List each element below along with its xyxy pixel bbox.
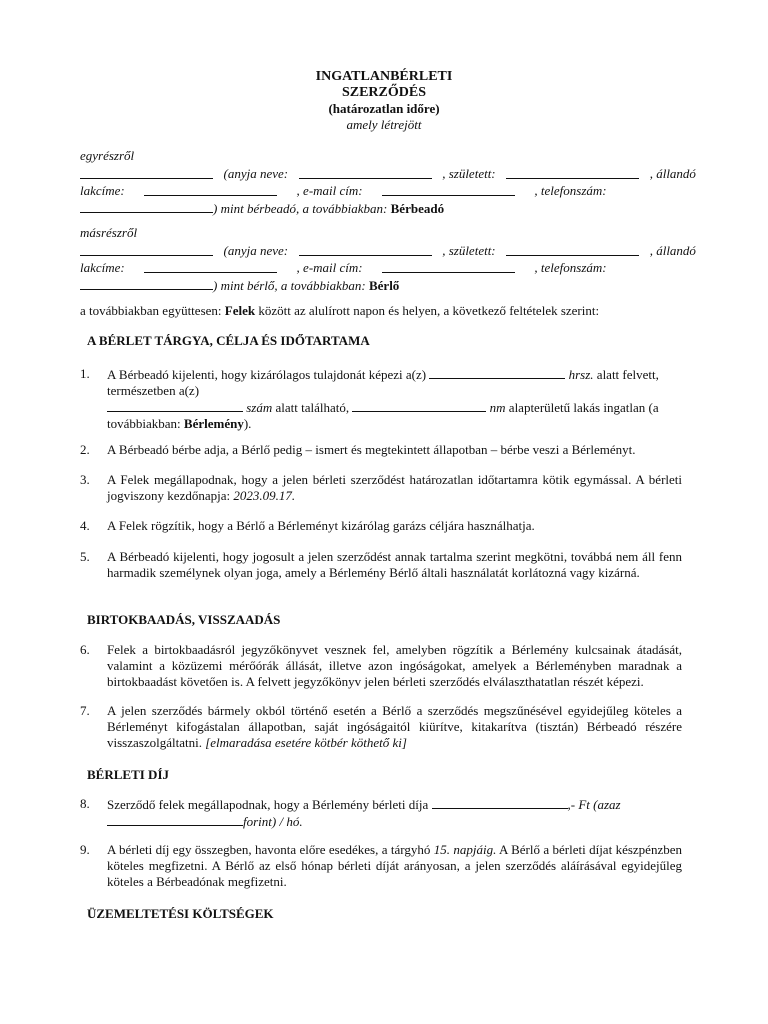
- party-2-block: [80, 225, 696, 294]
- party-2-permanent-label: , állandó: [649, 243, 696, 258]
- party-2-mother-label: (anyja neve:: [223, 243, 289, 258]
- clause-number: 1.: [80, 366, 90, 381]
- section-heading-3: BÉRLETI DÍJ: [87, 767, 169, 782]
- clause-1-text-d: alatt található,: [275, 400, 350, 415]
- party-1-address-label: lakcíme:: [80, 183, 125, 198]
- party-2-name-blank: [80, 243, 213, 256]
- party-2-phone-blank: [80, 277, 213, 290]
- party-1-line-2: [80, 183, 696, 200]
- clause-1-text-f: továbbiakban:: [107, 416, 181, 431]
- party-2-email-blank: [382, 260, 515, 273]
- clause-7-text: A jelen szerződés bármely okból történő esetén a Bérlő a szerződés megszűnésével egyidejűleg köteles a Bérleményt kifogástalan állapotban, saját ingóságaitól kiürítve, kitakarítva (tisztán) Bérbeadó részére visszaszolgáltatni.: [107, 703, 682, 750]
- party-2-line-1: [80, 243, 696, 260]
- title-line-1: INGATLANBÉRLETI: [315, 69, 453, 84]
- clause-1-text-c: természetben a(z): [107, 383, 200, 398]
- party-1-mother-label: (anyja neve:: [223, 166, 289, 181]
- clause-8-amount-blank: [432, 796, 568, 809]
- party-2-email-label: , e-mail cím:: [296, 260, 363, 275]
- party-2-born-label: , született:: [442, 243, 496, 258]
- clause-1-term: Bérlemény: [183, 416, 244, 431]
- clause-number: 6.: [80, 642, 90, 657]
- title-line-2: SZERZŐDÉS: [341, 85, 427, 100]
- party-1-permanent-label: , állandó: [649, 166, 696, 181]
- clause-1-address-blank: [107, 399, 243, 412]
- party-1-born-label: , született:: [442, 166, 496, 181]
- subtitle: (határozatlan időre): [328, 101, 440, 116]
- clause-9: [80, 842, 682, 890]
- party-2-phone-label: , telefonszám:: [534, 260, 607, 275]
- clause-5-text: A Bérbeadó kijelenti, hogy jogosult a jelen szerződést annak tartalma szerint megkötni, továbbá nem áll fenn harmadik személynek olyan joga, amely a Bérlemény Bérlő általi használatát korlátozná vagy kizárná.: [107, 549, 682, 580]
- clause-4-text: A Felek rögzítik, hogy a Bérlő a Bérleményt kizárólag garázs céljára használhatja.: [107, 518, 535, 533]
- party-1-line-3: [80, 200, 696, 217]
- clause-number: 3.: [80, 472, 90, 487]
- party-1-label: egyrészről: [80, 148, 135, 163]
- party-1-email-label: , e-mail cím:: [296, 183, 363, 198]
- clause-6-text: Felek a birtokbaadásról jegyzőkönyvet vesznek fel, amelyben rögzítik a Bérlemény kulcsainak átadását, valamint a közüzemi mérőórák állását, illetve azon ingóságokat, amelyek a Bérleményben maradnak a birtokbaadást követően is. A felvett jegyzőkönyv jelen bérleti szerződés elválaszthatatlan részét képezi.: [107, 642, 682, 689]
- intro-suffix: között az alulírott napon és helyen, a következő feltételek szerint:: [258, 303, 600, 318]
- clause-3-text: A Felek megállapodnak, hogy a jelen bérleti szerződést határozatlan időtartamra kötik egymással. A bérleti jogviszony kezdőnapja:: [107, 472, 682, 503]
- party-1-mother-blank: [299, 166, 432, 179]
- party-2-role-name: Bérlő: [368, 278, 400, 293]
- clause-9-text-a: A bérleti díj egy összegben, havonta előre esedékes, a tárgyhó: [107, 842, 431, 857]
- clause-9-due-day: 15. napjáig.: [433, 842, 497, 857]
- party-2-label: másrészről: [80, 225, 138, 240]
- party-1-role-text: ) mint bérbeadó, a továbbiakban:: [213, 201, 388, 216]
- clause-7-note: [elmaradása esetére kötbér köthető ki]: [205, 735, 407, 750]
- clause-number: 5.: [80, 549, 90, 564]
- clause-2: [80, 442, 682, 458]
- intro-phrase: amely létrejött: [346, 117, 422, 132]
- intro-parties: Felek: [224, 303, 256, 318]
- clause-number: 9.: [80, 842, 90, 857]
- section-heading-1: A BÉRLET TÁRGYA, CÉLJA ÉS IDŐTARTAMA: [87, 333, 370, 348]
- party-1-role-name: Bérbeadó: [390, 201, 445, 216]
- clause-9-text-b: A Bérlő a bérleti díjat készpénzben köteles megfizetni. A Bérlő az első hónap bérleti díját arányosan, a jelen szerződés aláírásával egyidejűleg köteles a Bérbeadónak megfizetni.: [107, 842, 682, 889]
- party-2-address-label: lakcíme:: [80, 260, 125, 275]
- clause-1-area-blank: [352, 399, 486, 412]
- clause-4: [80, 518, 682, 534]
- intro-prefix: a továbbiakban együttesen:: [80, 303, 222, 318]
- clause-number: 2.: [80, 442, 90, 457]
- section-heading-4: ÜZEMELTETÉSI KÖLTSÉGEK: [87, 906, 274, 921]
- party-1-address-blank: [144, 183, 277, 196]
- clause-1-hrsz: hrsz.: [568, 367, 594, 382]
- clause-1: [80, 366, 682, 432]
- clause-3-start-date: 2023.09.17.: [233, 488, 296, 503]
- clause-1-text-e: alapterületű lakás ingatlan (a: [508, 400, 659, 415]
- party-1-born-blank: [506, 166, 639, 179]
- clause-2-text: A Bérbeadó bérbe adja, a Bérlő pedig – ismert és megtekintett állapotban – bérbe veszi a Bérleményt.: [107, 442, 636, 457]
- clause-number: 8.: [80, 796, 90, 811]
- parties-intro: [80, 303, 700, 319]
- clause-1-szam: szám: [246, 400, 273, 415]
- party-1-name-blank: [80, 166, 213, 179]
- clause-number: 7.: [80, 703, 90, 718]
- party-2-address-blank: [144, 260, 277, 273]
- party-1-phone-label: , telefonszám:: [534, 183, 607, 198]
- title-block: [0, 69, 768, 133]
- party-2-line-2: [80, 260, 696, 277]
- clause-8-text-b: ,- Ft (azaz: [567, 797, 621, 812]
- party-1-line-1: [80, 166, 696, 183]
- clause-7: [80, 703, 682, 751]
- clause-number: 4.: [80, 518, 90, 533]
- clause-1-text-a: A Bérbeadó kijelenti, hogy kizárólagos tulajdonát képezi a(z): [107, 367, 427, 382]
- clause-8-text-a: Szerződő felek megállapodnak, hogy a Bérlemény bérleti díja: [107, 797, 429, 812]
- section-heading-2: BIRTOKBAADÁS, VISSZAADÁS: [87, 612, 281, 627]
- clause-8: [80, 796, 682, 830]
- clause-6: [80, 642, 682, 690]
- party-1-phone-blank: [80, 200, 213, 213]
- clause-8-text-c: forint) / hó.: [243, 814, 303, 829]
- clause-3: [80, 472, 682, 504]
- party-1-block: [80, 148, 696, 217]
- party-2-mother-blank: [299, 243, 432, 256]
- clause-1-nm: nm: [489, 400, 506, 415]
- clause-8-words-blank: [107, 813, 243, 826]
- clause-1-hrsz-blank: [429, 366, 565, 379]
- clause-1-text-b: alatt felvett,: [596, 367, 659, 382]
- party-2-line-3: [80, 277, 696, 294]
- party-2-born-blank: [506, 243, 639, 256]
- clause-1-text-h: ).: [243, 416, 252, 431]
- party-1-email-blank: [382, 183, 515, 196]
- party-2-role-text: ) mint bérlő, a továbbiakban:: [213, 278, 366, 293]
- clause-5: [80, 549, 682, 581]
